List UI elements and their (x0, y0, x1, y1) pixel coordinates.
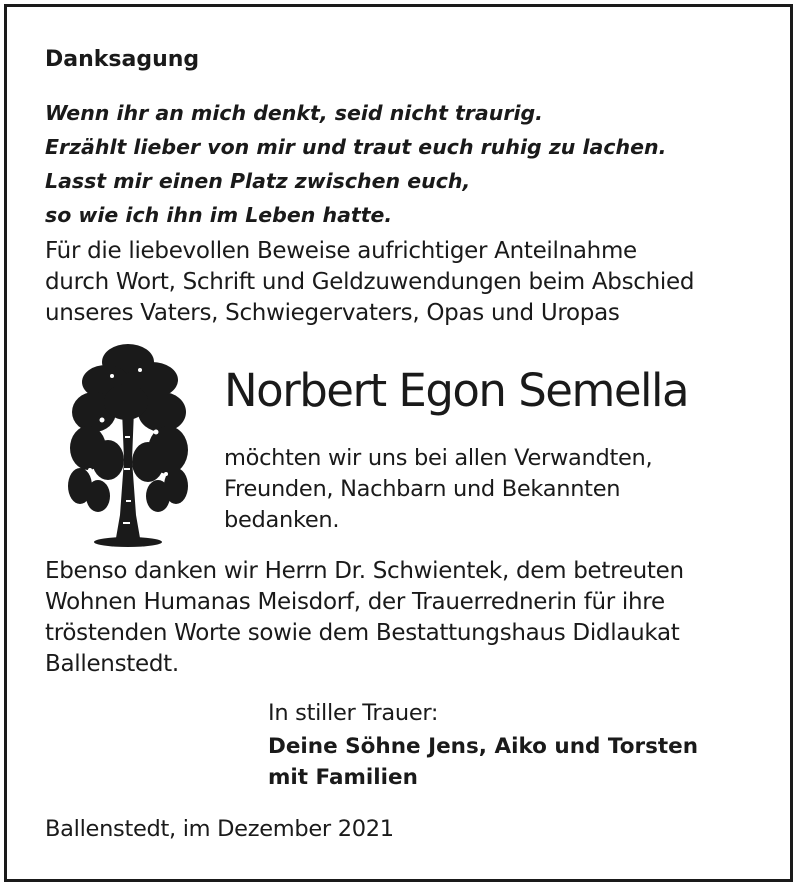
poem (45, 96, 666, 232)
mourners-names (268, 731, 698, 793)
intro-line: unseres Vaters, Schwiegervaters, Opas und Uropas (45, 300, 620, 326)
birch-tree-icon (66, 340, 190, 550)
poem-line: Lasst mir einen Platz zwischen euch, (45, 169, 471, 193)
poem-line: so wie ich ihn im Leben hatte. (45, 203, 393, 227)
extra-thanks-line: Wohnen Humanas Meisdorf, der Trauerrednerin für ihre (45, 589, 665, 615)
extra-thanks-line: tröstenden Worte sowie dem Bestattungshaus Didlaukat (45, 620, 680, 646)
poem-line: Wenn ihr an mich denkt, seid nicht traurig. (45, 101, 543, 125)
mourners-label: In stiller Trauer: (268, 700, 439, 726)
heading: Danksagung (45, 47, 200, 72)
place-date: Ballenstedt, im Dezember 2021 (45, 816, 394, 842)
intro-line: Für die liebevollen Beweise aufrichtiger Anteilnahme (45, 238, 637, 264)
mourners-line: mit Familien (268, 765, 418, 790)
poem-line: Erzählt lieber von mir und traut euch ruhig zu lachen. (45, 135, 667, 159)
extra-thanks-line: Ballenstedt. (45, 651, 179, 677)
extra-thanks-text (45, 556, 684, 680)
extra-thanks-line: Ebenso danken wir Herrn Dr. Schwientek, dem betreuten (45, 558, 684, 584)
deceased-name: Norbert Egon Semella (224, 364, 689, 417)
thanks-line: möchten wir uns bei allen Verwandten, (224, 445, 653, 471)
thanks-text (224, 443, 652, 536)
intro-line: durch Wort, Schrift und Geldzuwendungen beim Abschied (45, 269, 695, 295)
intro-text (45, 236, 694, 329)
thanks-line: bedanken. (224, 507, 340, 533)
thanks-line: Freunden, Nachbarn und Bekannten (224, 476, 621, 502)
mourners-line: Deine Söhne Jens, Aiko und Torsten (268, 734, 699, 759)
